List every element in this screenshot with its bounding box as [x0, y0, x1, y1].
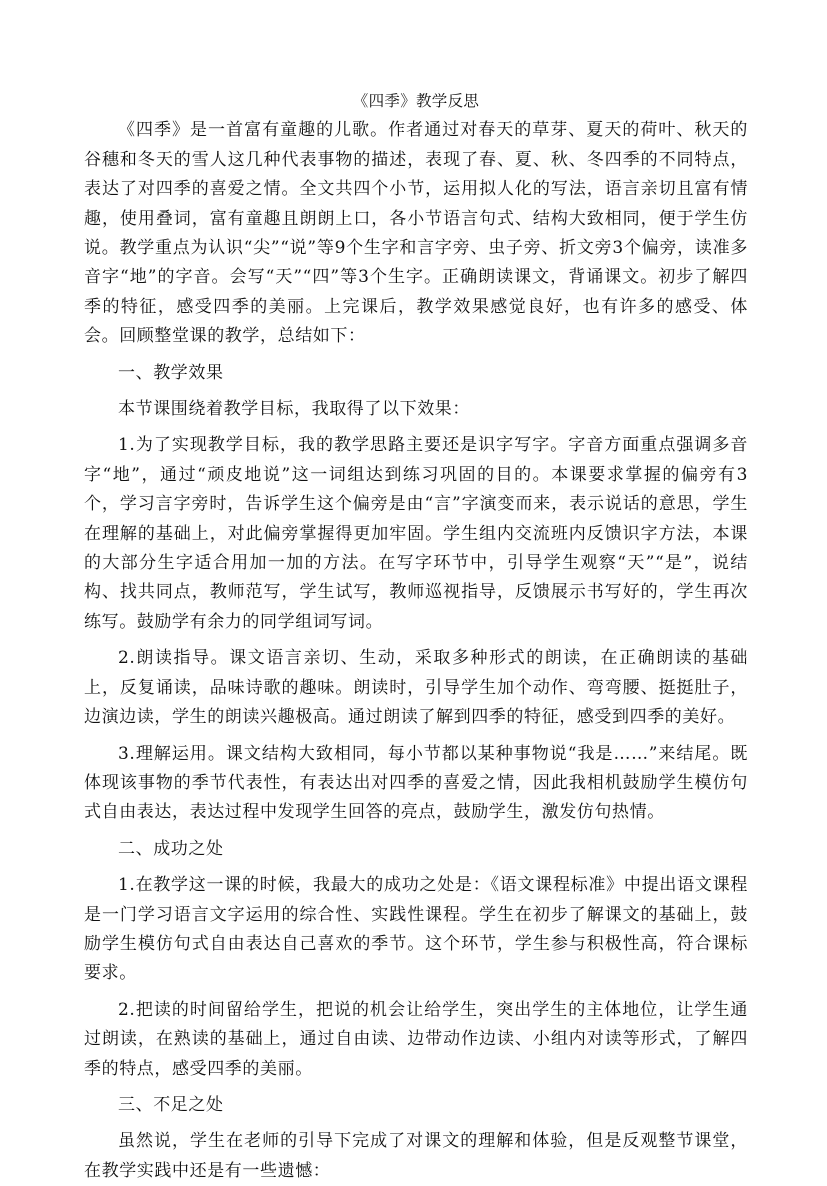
shortcomings-lead-paragraph: 虽然说，学生在老师的引导下完成了对课文的理解和体验，但是反观整节课堂，在教学实践中还是有一些遗憾：: [84, 1131, 748, 1181]
section-heading-teaching-effect: 一、教学效果: [118, 362, 224, 383]
success-item-2: 2.把读的时间留给学生，把说的机会让给学生，突出学生的主体地位，让学生通过朗读，在熟读的基础上，通过自由读、边带动作边读、小组内对读等形式，了解四季的特点，感受四季的美丽。: [84, 999, 748, 1079]
effect-item-3: 3.理解运用。课文结构大致相同，每小节都以某种事物说“我是……”来结尾。既体现该事物的季节代表性，有表达出对四季的喜爱之情，因此我相机鼓励学生模仿句式自由表达，表达过程中发现学生回答的亮点，鼓励学生，激发仿句热情。: [84, 743, 748, 823]
document-title: 《四季》教学反思: [352, 92, 480, 110]
effect-item-2: 2.朗读指导。课文语言亲切、生动，采取多种形式的朗读，在正确朗读的基础上，反复诵读，品味诗歌的趣味。朗读时，引导学生加个动作、弯弯腰、挺挺肚子，边演边读，学生的朗读兴趣极高。通过朗读了解到四季的特征，感受到四季的美好。: [84, 648, 748, 728]
success-item-1: 1.在教学这一课的时候，我最大的成功之处是：《语文课程标准》中提出语文课程是一门学习语言文字运用的综合性、实践性课程。学生在初步了解课文的基础上，鼓励学生模仿句式自由表达自己喜欢的季节。这个环节，学生参与积极性高，符合课标要求。: [84, 875, 748, 984]
document-page: [84, 87, 748, 1186]
section-heading-successes: 二、成功之处: [118, 838, 224, 859]
section-lead-paragraph: 本节课围绕着教学目标，我取得了以下效果：: [118, 399, 470, 420]
intro-paragraph: 《四季》是一首富有童趣的儿歌。作者通过对春天的草芽、夏天的荷叶、秋天的谷穗和冬天的雪人这几种代表事物的描述，表现了春、夏、秋、冬四季的不同特点，表达了对四季的喜爱之情。全文共四个小节，运用拟人化的写法，语言亲切且富有情趣，使用叠词，富有童趣且朗朗上口，各小节语言句式、结构大致相同，便于学生仿说。教学重点为认识“尖”“说”等9个生字和言字旁、虫子旁、折文旁3个偏旁，读准多音字“地”的字音。会写“天”“四”等3个生字。正确朗读课文，背诵课文。初步了解四季的特征，感受四季的美丽。上完课后，教学效果感觉良好，也有许多的感受、体会。回顾整堂课的教学，总结如下：: [84, 120, 748, 347]
effect-item-1: 1.为了实现教学目标，我的教学思路主要还是识字写字。字音方面重点强调多音字“地”，通过“顽皮地说”这一词组达到练习巩固的目的。本课要求掌握的偏旁有3个，学习言字旁时，告诉学生这个偏旁是由“言”字演变而来，表示说话的意思，学生在理解的基础上，对此偏旁掌握得更加牢固。学生组内交流班内反馈识字方法，本课的大部分生字适合用加一加的方法。在写字环节中，引导学生观察“天”“是”，说结构、找共同点，教师范写，学生试写，教师巡视指导，反馈展示书写好的，学生再次练写。鼓励学有余力的同学组词写词。: [84, 435, 748, 632]
section-heading-shortcomings: 三、不足之处: [118, 1094, 224, 1115]
